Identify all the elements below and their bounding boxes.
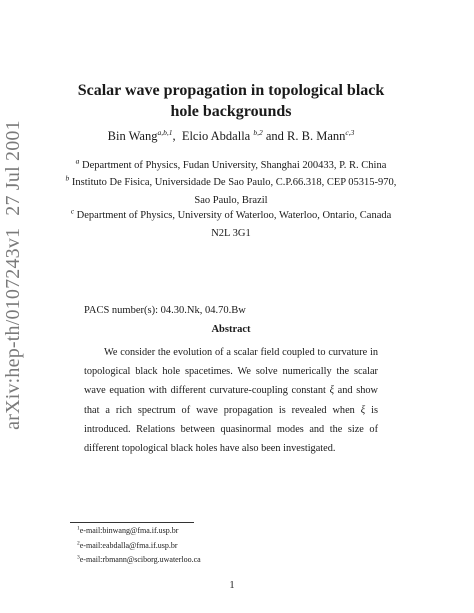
affiliation-mark: a — [75, 156, 80, 166]
arxiv-date: 27 Jul 2001 — [2, 120, 24, 216]
affiliation-text: N2L 3G1 — [211, 228, 251, 239]
author-name: Elcio Abdalla — [181, 129, 251, 143]
affiliation-mark: c — [70, 206, 75, 216]
title-line-1: Scalar wave propagation in topological black — [77, 82, 385, 99]
footnote-rule — [70, 522, 194, 523]
abstract-heading: Abstract — [211, 324, 251, 335]
arxiv-stamp — [2, 5, 25, 545]
affiliation-text: Instituto De Fisica, Universidade De Sao Paulo, C.P.66.318, CEP 05315-970, — [71, 177, 397, 188]
author-list — [60, 128, 402, 144]
abstract-text: We consider the evolution of a scalar field coupled to curvature in topological black hole spacetimes. We solve numerically the scalar wave equation with different curvature-coupling constant — [84, 347, 378, 397]
footnote — [77, 555, 201, 565]
affiliation-text: Department of Physics, University of Waterloo, Waterloo, Ontario, Canada — [76, 210, 392, 221]
xi-symbol: ξ — [329, 385, 334, 397]
footnote-email: e-mail:rbmann@sciborg.uwaterloo.ca — [79, 555, 201, 564]
page-number: 1 — [229, 580, 235, 591]
author-mark: a,b,1 — [157, 127, 173, 137]
author-mark: b,2 — [253, 127, 263, 137]
xi-symbol: ξ — [360, 404, 366, 416]
footnote-mark: 3 — [77, 554, 80, 561]
affiliation-a — [60, 158, 402, 173]
affiliation-text: Sao Paulo, Brazil — [194, 195, 268, 206]
footnote-email: e-mail:eabdalla@fma.if.usp.br — [79, 541, 178, 550]
abstract-body — [84, 343, 378, 458]
footnote — [77, 541, 178, 551]
author-name: R. B. Mann — [287, 129, 346, 143]
footnote — [77, 526, 178, 536]
author-name: Bin Wang — [107, 129, 158, 143]
title-line-2: hole backgrounds — [170, 103, 292, 120]
affiliation-mark: b — [65, 173, 70, 183]
author-separator: and — [262, 129, 288, 143]
paper-title — [60, 80, 402, 122]
abstract-text: and show that a rich spectrum of wave propagation is revealed when — [84, 385, 378, 416]
footnote-mark: 1 — [77, 525, 80, 532]
pacs-numbers: PACS number(s): 04.30.Nk, 04.70.Bw — [84, 305, 246, 316]
abstract-text: is introduced. Relations between quasinormal modes and the size of different topological black holes have also been investigated. — [84, 404, 378, 455]
arxiv-id: arXiv:hep-th/0107243v1 — [2, 227, 24, 430]
author-separator: , — [172, 129, 182, 143]
affiliation-text: Department of Physics, Fudan University, Shanghai 200433, P. R. China — [81, 160, 387, 171]
affiliation-b — [60, 175, 402, 208]
affiliation-c — [60, 208, 402, 241]
author-mark: c,3 — [345, 127, 355, 137]
footnote-mark: 2 — [77, 540, 80, 547]
footnote-email: e-mail:binwang@fma.if.usp.br — [79, 526, 179, 535]
